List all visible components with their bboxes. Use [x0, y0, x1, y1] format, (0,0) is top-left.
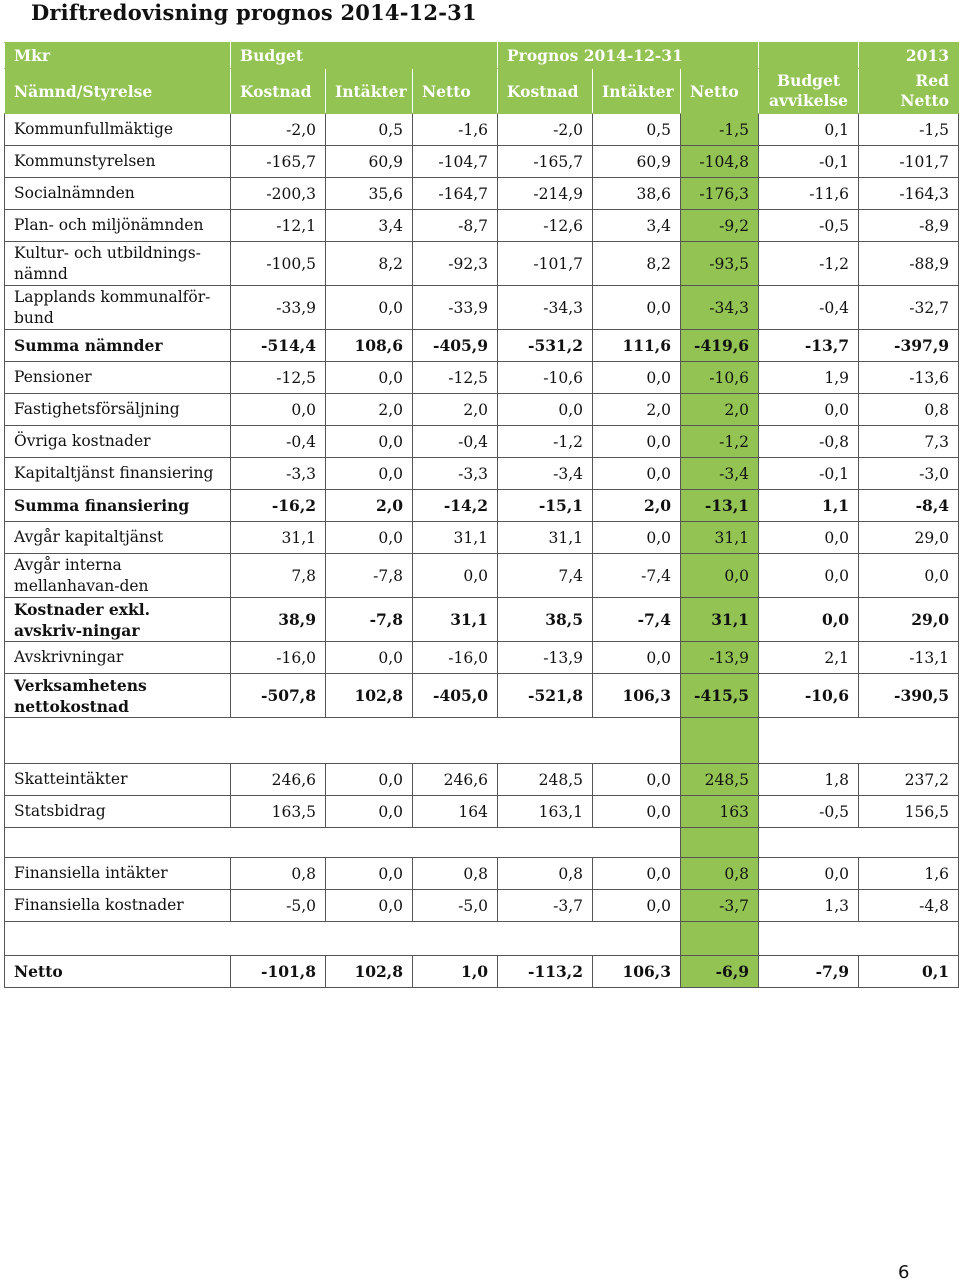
header-budget-avvikelse-line2: avvikelse: [769, 91, 849, 110]
value-cell: -13,9: [681, 642, 759, 674]
row-label: Kommunfullmäktige: [5, 114, 231, 146]
row-label: Skatteintäkter: [5, 764, 231, 796]
header-netto-prognos: Netto: [681, 69, 759, 114]
value-cell: -3,7: [681, 890, 759, 922]
value-cell: 2,0: [326, 490, 413, 522]
value-cell: 0,0: [759, 394, 859, 426]
value-cell: 1,9: [759, 362, 859, 394]
table-row: [5, 522, 959, 554]
value-cell: 163,5: [231, 796, 326, 828]
spacer-cell: [5, 718, 231, 764]
value-cell: 0,0: [759, 598, 859, 642]
spacer-cell: [498, 718, 593, 764]
value-cell: 3,4: [593, 210, 681, 242]
spacer-cell: [231, 828, 326, 858]
value-cell: 164: [413, 796, 498, 828]
value-cell: 60,9: [326, 146, 413, 178]
value-cell: 156,5: [859, 796, 959, 828]
value-cell: 0,0: [593, 642, 681, 674]
header-budget-avvikelse-line1: Budget: [776, 71, 841, 90]
value-cell: -113,2: [498, 956, 593, 988]
value-cell: 3,4: [326, 210, 413, 242]
value-cell: -7,4: [593, 598, 681, 642]
value-cell: 0,0: [593, 858, 681, 890]
value-cell: 0,0: [326, 286, 413, 330]
table-row: [5, 330, 959, 362]
value-cell: 0,0: [593, 522, 681, 554]
row-label: Kapitaltjänst finansiering: [5, 458, 231, 490]
spacer-cell: [593, 718, 681, 764]
value-cell: -12,1: [231, 210, 326, 242]
value-cell: -514,4: [231, 330, 326, 362]
value-cell: 246,6: [231, 764, 326, 796]
value-cell: 0,0: [859, 554, 959, 598]
value-cell: 7,8: [231, 554, 326, 598]
value-cell: 248,5: [681, 764, 759, 796]
row-label: Fastighetsförsäljning: [5, 394, 231, 426]
value-cell: -12,6: [498, 210, 593, 242]
value-cell: -33,9: [231, 286, 326, 330]
spacer-cell: [593, 828, 681, 858]
value-cell: -13,1: [859, 642, 959, 674]
value-cell: 0,0: [413, 554, 498, 598]
value-cell: -88,9: [859, 242, 959, 286]
value-cell: 0,0: [326, 796, 413, 828]
spacer-cell: [5, 828, 231, 858]
value-cell: 163,1: [498, 796, 593, 828]
value-cell: -7,8: [326, 598, 413, 642]
value-cell: 0,0: [593, 796, 681, 828]
value-cell: -100,5: [231, 242, 326, 286]
value-cell: 0,0: [593, 890, 681, 922]
table-row: [5, 598, 959, 642]
table-row: [5, 490, 959, 522]
value-cell: 0,1: [859, 956, 959, 988]
header-red-netto-line2: Netto: [900, 91, 950, 110]
table-row: [5, 114, 959, 146]
spacer-cell: [5, 922, 231, 956]
value-cell: -165,7: [498, 146, 593, 178]
value-cell: 7,4: [498, 554, 593, 598]
row-label: Kommunstyrelsen: [5, 146, 231, 178]
header-row-2: [5, 69, 959, 114]
value-cell: -12,5: [413, 362, 498, 394]
row-label: Verksamhetens nettokostnad: [5, 674, 231, 718]
value-cell: -16,2: [231, 490, 326, 522]
spacer-cell: [413, 718, 498, 764]
table-row: [5, 286, 959, 330]
spacer-cell: [859, 718, 959, 764]
table-row: [5, 764, 959, 796]
value-cell: -1,5: [681, 114, 759, 146]
value-cell: 2,1: [759, 642, 859, 674]
spacer-cell: [231, 922, 326, 956]
value-cell: 60,9: [593, 146, 681, 178]
value-cell: 0,0: [593, 286, 681, 330]
value-cell: -1,5: [859, 114, 959, 146]
table-row: [5, 394, 959, 426]
value-cell: -214,9: [498, 178, 593, 210]
spacer-cell: [231, 718, 326, 764]
value-cell: -397,9: [859, 330, 959, 362]
value-cell: 8,2: [593, 242, 681, 286]
table-row: [5, 178, 959, 210]
row-label: Plan- och miljönämnden: [5, 210, 231, 242]
value-cell: 8,2: [326, 242, 413, 286]
header-kostnad-prognos: Kostnad: [498, 69, 593, 114]
value-cell: -405,9: [413, 330, 498, 362]
value-cell: -8,9: [859, 210, 959, 242]
table-row: [5, 554, 959, 598]
value-cell: 29,0: [859, 598, 959, 642]
highlight-cell: [681, 718, 759, 764]
value-cell: -5,0: [231, 890, 326, 922]
value-cell: -390,5: [859, 674, 959, 718]
value-cell: 0,0: [326, 858, 413, 890]
row-label: Lapplands kommunalför-bund: [5, 286, 231, 330]
value-cell: -13,1: [681, 490, 759, 522]
spacer-cell: [593, 922, 681, 956]
header-row-1: [5, 43, 959, 69]
table-row: [5, 956, 959, 988]
value-cell: -104,7: [413, 146, 498, 178]
highlight-cell: [681, 922, 759, 956]
value-cell: -0,4: [413, 426, 498, 458]
value-cell: -1,6: [413, 114, 498, 146]
value-cell: -101,7: [498, 242, 593, 286]
header-netto-budget: Netto: [413, 69, 498, 114]
header-prognos: Prognos 2014-12-31: [498, 43, 759, 69]
header-blank: [759, 43, 859, 69]
value-cell: -164,7: [413, 178, 498, 210]
value-cell: 0,0: [326, 642, 413, 674]
table-row: [5, 674, 959, 718]
header-year: 2013: [859, 43, 959, 69]
row-label: Övriga kostnader: [5, 426, 231, 458]
value-cell: 2,0: [681, 394, 759, 426]
value-cell: -11,6: [759, 178, 859, 210]
value-cell: -0,5: [759, 796, 859, 828]
value-cell: -15,1: [498, 490, 593, 522]
value-cell: 38,5: [498, 598, 593, 642]
value-cell: -92,3: [413, 242, 498, 286]
value-cell: 31,1: [498, 522, 593, 554]
table-row: [5, 146, 959, 178]
spacer-cell: [759, 922, 859, 956]
value-cell: -0,1: [759, 146, 859, 178]
value-cell: -93,5: [681, 242, 759, 286]
value-cell: 31,1: [681, 598, 759, 642]
value-cell: -101,7: [859, 146, 959, 178]
table-row: [5, 890, 959, 922]
header-namnd: Nämnd/Styrelse: [5, 69, 231, 114]
table-row: [5, 242, 959, 286]
value-cell: 2,0: [326, 394, 413, 426]
value-cell: -16,0: [413, 642, 498, 674]
spacer-cell: [413, 828, 498, 858]
row-label: Avskrivningar: [5, 642, 231, 674]
value-cell: 106,3: [593, 674, 681, 718]
value-cell: -3,3: [413, 458, 498, 490]
value-cell: 0,8: [231, 858, 326, 890]
spacer-cell: [326, 828, 413, 858]
value-cell: 0,0: [231, 394, 326, 426]
value-cell: -1,2: [759, 242, 859, 286]
value-cell: -3,3: [231, 458, 326, 490]
value-cell: 0,0: [326, 890, 413, 922]
value-cell: 0,8: [681, 858, 759, 890]
value-cell: -3,0: [859, 458, 959, 490]
value-cell: 38,6: [593, 178, 681, 210]
value-cell: -6,9: [681, 956, 759, 988]
value-cell: 102,8: [326, 956, 413, 988]
value-cell: -13,6: [859, 362, 959, 394]
page-number: 6: [898, 1262, 910, 1283]
value-cell: -8,7: [413, 210, 498, 242]
page-title: Driftredovisning prognos 2014-12-31: [31, 0, 477, 25]
spacer-cell: [326, 922, 413, 956]
row-label: Avgår interna mellanhavan-den: [5, 554, 231, 598]
value-cell: -0,4: [231, 426, 326, 458]
value-cell: 0,0: [593, 458, 681, 490]
row-label: Kultur- och utbildnings-nämnd: [5, 242, 231, 286]
value-cell: -9,2: [681, 210, 759, 242]
value-cell: -507,8: [231, 674, 326, 718]
value-cell: 2,0: [593, 490, 681, 522]
value-cell: -0,4: [759, 286, 859, 330]
value-cell: 1,0: [413, 956, 498, 988]
value-cell: 163: [681, 796, 759, 828]
value-cell: 0,0: [759, 522, 859, 554]
value-cell: 0,8: [859, 394, 959, 426]
value-cell: -0,1: [759, 458, 859, 490]
value-cell: 38,9: [231, 598, 326, 642]
spacer-row: [5, 922, 959, 956]
value-cell: -8,4: [859, 490, 959, 522]
row-label: Avgår kapitaltjänst: [5, 522, 231, 554]
row-label: Socialnämnden: [5, 178, 231, 210]
value-cell: -3,7: [498, 890, 593, 922]
value-cell: 0,0: [326, 426, 413, 458]
value-cell: 0,0: [593, 362, 681, 394]
spacer-cell: [859, 922, 959, 956]
value-cell: 0,0: [326, 458, 413, 490]
value-cell: -2,0: [498, 114, 593, 146]
spacer-cell: [859, 828, 959, 858]
value-cell: -33,9: [413, 286, 498, 330]
value-cell: -1,2: [681, 426, 759, 458]
value-cell: -415,5: [681, 674, 759, 718]
value-cell: 0,0: [326, 522, 413, 554]
value-cell: -10,6: [759, 674, 859, 718]
value-cell: -200,3: [231, 178, 326, 210]
value-cell: -4,8: [859, 890, 959, 922]
value-cell: 2,0: [593, 394, 681, 426]
value-cell: 237,2: [859, 764, 959, 796]
row-label: Statsbidrag: [5, 796, 231, 828]
value-cell: -405,0: [413, 674, 498, 718]
value-cell: 31,1: [413, 598, 498, 642]
header-budget-avvikelse: [759, 69, 859, 114]
value-cell: -104,8: [681, 146, 759, 178]
header-intakter-prognos: Intäkter: [593, 69, 681, 114]
value-cell: 108,6: [326, 330, 413, 362]
value-cell: 0,0: [326, 764, 413, 796]
value-cell: -7,8: [326, 554, 413, 598]
value-cell: -3,4: [498, 458, 593, 490]
value-cell: 1,3: [759, 890, 859, 922]
spacer-cell: [413, 922, 498, 956]
header-intakter-budget: Intäkter: [326, 69, 413, 114]
value-cell: 0,0: [759, 858, 859, 890]
table-row: [5, 458, 959, 490]
header-budget: Budget: [231, 43, 498, 69]
value-cell: 0,0: [498, 394, 593, 426]
value-cell: -13,7: [759, 330, 859, 362]
value-cell: -32,7: [859, 286, 959, 330]
header-kostnad-budget: Kostnad: [231, 69, 326, 114]
table-row: [5, 796, 959, 828]
row-label: Finansiella kostnader: [5, 890, 231, 922]
value-cell: -10,6: [498, 362, 593, 394]
row-label: Netto: [5, 956, 231, 988]
value-cell: 0,5: [326, 114, 413, 146]
value-cell: -0,5: [759, 210, 859, 242]
row-label: Summa nämnder: [5, 330, 231, 362]
spacer-cell: [759, 718, 859, 764]
budget-table: [4, 42, 959, 988]
value-cell: -7,4: [593, 554, 681, 598]
value-cell: -521,8: [498, 674, 593, 718]
value-cell: 0,5: [593, 114, 681, 146]
value-cell: -419,6: [681, 330, 759, 362]
value-cell: -101,8: [231, 956, 326, 988]
table-row: [5, 362, 959, 394]
value-cell: 0,0: [681, 554, 759, 598]
value-cell: 1,1: [759, 490, 859, 522]
value-cell: 1,8: [759, 764, 859, 796]
header-mkr: Mkr: [5, 43, 231, 69]
value-cell: -14,2: [413, 490, 498, 522]
value-cell: -10,6: [681, 362, 759, 394]
value-cell: 102,8: [326, 674, 413, 718]
value-cell: -7,9: [759, 956, 859, 988]
value-cell: -1,2: [498, 426, 593, 458]
value-cell: 111,6: [593, 330, 681, 362]
value-cell: -176,3: [681, 178, 759, 210]
value-cell: 0,1: [759, 114, 859, 146]
value-cell: -13,9: [498, 642, 593, 674]
value-cell: 246,6: [413, 764, 498, 796]
value-cell: 0,8: [413, 858, 498, 890]
table-row: [5, 210, 959, 242]
row-label: Kostnader exkl. avskriv-ningar: [5, 598, 231, 642]
value-cell: -5,0: [413, 890, 498, 922]
value-cell: 106,3: [593, 956, 681, 988]
value-cell: 248,5: [498, 764, 593, 796]
value-cell: -34,3: [498, 286, 593, 330]
table-row: [5, 426, 959, 458]
value-cell: 31,1: [231, 522, 326, 554]
value-cell: 31,1: [681, 522, 759, 554]
value-cell: 2,0: [413, 394, 498, 426]
value-cell: -164,3: [859, 178, 959, 210]
value-cell: 1,6: [859, 858, 959, 890]
header-red-netto: [859, 69, 959, 114]
value-cell: -2,0: [231, 114, 326, 146]
spacer-cell: [759, 828, 859, 858]
row-label: Pensioner: [5, 362, 231, 394]
value-cell: 35,6: [326, 178, 413, 210]
value-cell: 0,8: [498, 858, 593, 890]
spacer-cell: [498, 828, 593, 858]
value-cell: 0,0: [326, 362, 413, 394]
value-cell: -3,4: [681, 458, 759, 490]
row-label: Finansiella intäkter: [5, 858, 231, 890]
value-cell: 0,0: [593, 426, 681, 458]
value-cell: 0,0: [593, 764, 681, 796]
value-cell: -16,0: [231, 642, 326, 674]
spacer-cell: [498, 922, 593, 956]
spacer-row: [5, 718, 959, 764]
value-cell: 31,1: [413, 522, 498, 554]
value-cell: 7,3: [859, 426, 959, 458]
value-cell: -531,2: [498, 330, 593, 362]
value-cell: 0,0: [759, 554, 859, 598]
table-row: [5, 642, 959, 674]
highlight-cell: [681, 828, 759, 858]
header-red-netto-line1: Red: [915, 71, 950, 90]
spacer-row: [5, 828, 959, 858]
value-cell: -0,8: [759, 426, 859, 458]
value-cell: -165,7: [231, 146, 326, 178]
spacer-cell: [326, 718, 413, 764]
value-cell: -12,5: [231, 362, 326, 394]
value-cell: 29,0: [859, 522, 959, 554]
table-row: [5, 858, 959, 890]
value-cell: -34,3: [681, 286, 759, 330]
row-label: Summa finansiering: [5, 490, 231, 522]
